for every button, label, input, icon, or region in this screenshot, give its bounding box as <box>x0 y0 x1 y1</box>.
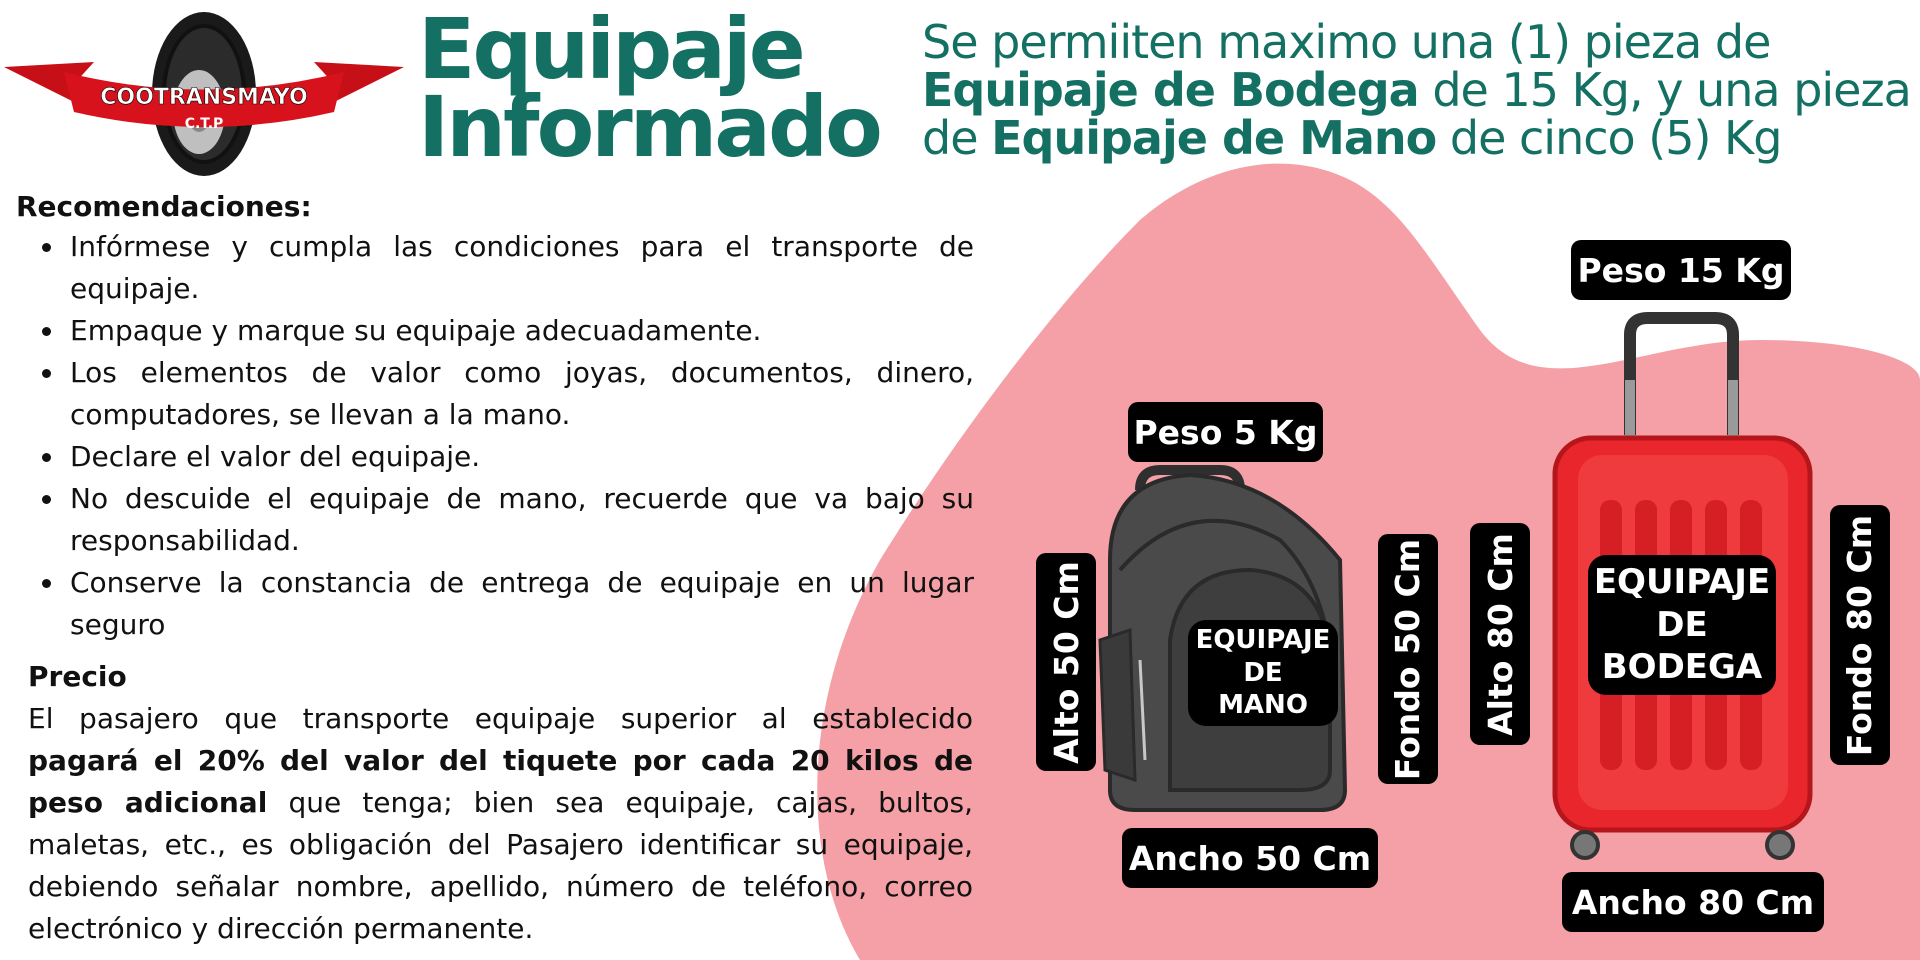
list-item: • Infórmese y cumpla las condiciones para el transporte de equipaje. <box>66 226 974 310</box>
list-item: • Empaque y marque su equipaje adecuadamente. <box>66 310 974 352</box>
hand-weight-label: Peso 5 Kg <box>1133 412 1318 452</box>
hold-label-line-1: EQUIPAJE <box>1593 562 1771 602</box>
hold-weight-label: Peso 15 Kg <box>1577 250 1785 290</box>
hand-label-line-2: DE <box>1243 657 1283 688</box>
hand-label-line-3: MANO <box>1218 690 1308 720</box>
title-line-1: Equipaje <box>418 0 803 98</box>
logo-text: COOTRANSMAYO <box>100 85 308 110</box>
hand-depth-pill <box>1378 534 1438 784</box>
hand-width-pill <box>1122 828 1378 888</box>
headline-bold-1: Equipaje de Bodega <box>922 63 1419 117</box>
hold-label-line-2: DE <box>1656 604 1708 645</box>
hold-height-pill <box>1470 523 1530 745</box>
hand-height-label: Alto 50 Cm <box>1046 560 1086 764</box>
headline-part-3: de cinco (5) Kg <box>1436 111 1782 165</box>
hold-depth-label: Fondo 80 Cm <box>1840 514 1880 756</box>
hand-weight-pill <box>1128 402 1323 462</box>
hand-width-label: Ancho 50 Cm <box>1128 838 1372 878</box>
hold-luggage-label <box>1588 555 1776 695</box>
price-title: Precio <box>28 660 127 693</box>
headline-part-2: de 15 Kg, y una pieza de <box>922 63 1911 165</box>
recommendations-title: Recomendaciones: <box>16 190 312 223</box>
hand-label-line-1: EQUIPAJE <box>1195 625 1331 655</box>
list-item: • No descuide el equipaje de mano, recuerde que va bajo su responsabilidad. <box>66 478 974 562</box>
price-text-bold: pagará el 20% del valor del tiquete por cada 20 kilos de peso adicional <box>28 744 973 819</box>
list-item: • Conserve la constancia de entrega de equipaje en un lugar seguro <box>66 562 974 646</box>
hand-height-pill <box>1036 553 1096 771</box>
hand-depth-label: Fondo 50 Cm <box>1388 538 1428 780</box>
hold-width-label: Ancho 80 Cm <box>1571 882 1815 922</box>
list-item: • Los elementos de valor como joyas, documentos, dinero, computadores, se llevan a la mano. <box>66 352 974 436</box>
hold-depth-pill <box>1830 505 1890 765</box>
hold-weight-pill <box>1571 240 1791 300</box>
headline-part-1: Se permiiten maximo una (1) pieza de <box>922 15 1771 69</box>
title-line-2: Informado <box>418 78 880 176</box>
logo-subtext: C.T.P <box>184 116 224 132</box>
price-text-after: que tenga; bien sea equipaje, cajas, bultos, maletas, etc., es obligación del Pasajero identificar su equipaje, debiendo señalar nombre, apellido, número de teléfono, correo electrónico y dirección permanente. <box>28 786 973 945</box>
headline-bold-2: Equipaje de Mano <box>991 111 1437 165</box>
price-text-before: El pasajero que transporte equipaje superior al establecido <box>28 702 973 735</box>
hold-height-label: Alto 80 Cm <box>1480 532 1520 736</box>
list-item: • Declare el valor del equipaje. <box>66 436 974 478</box>
hold-width-pill <box>1562 872 1824 932</box>
hold-label-line-3: BODEGA <box>1601 647 1763 687</box>
